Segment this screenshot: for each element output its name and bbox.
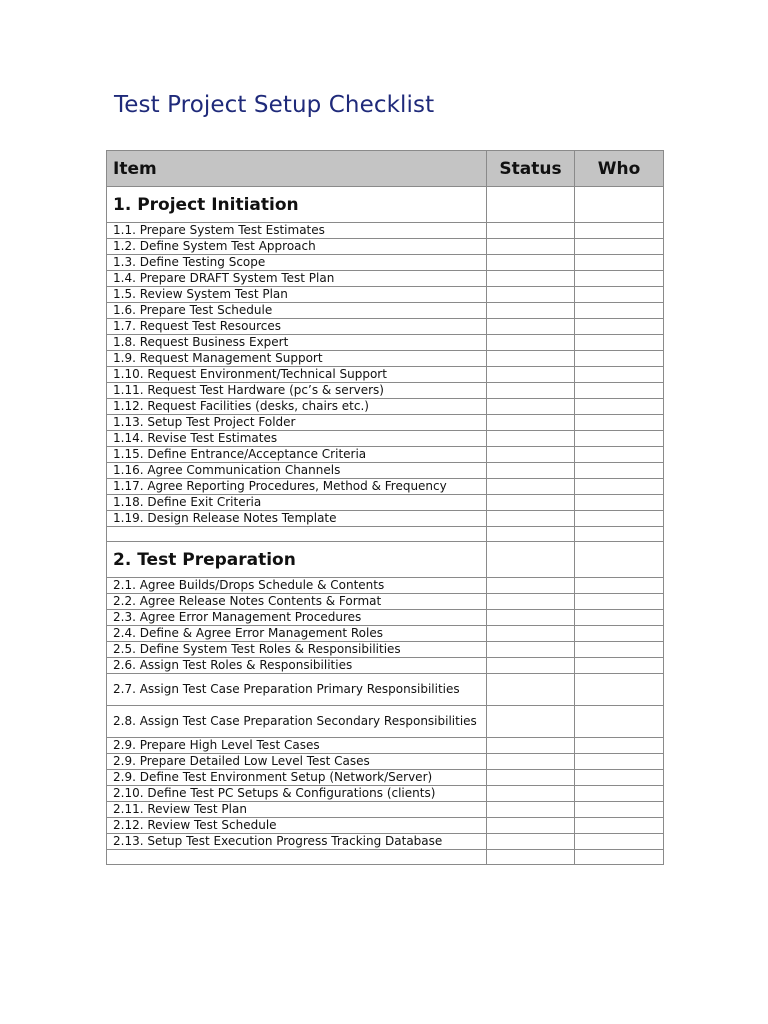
who-cell[interactable] [575, 351, 664, 367]
who-cell[interactable] [575, 770, 664, 786]
who-cell[interactable] [575, 786, 664, 802]
status-cell[interactable] [487, 770, 575, 786]
checklist-item: 2.4. Define & Agree Error Management Roles [107, 626, 487, 642]
table-row [107, 239, 664, 255]
status-cell[interactable] [487, 542, 575, 578]
status-cell[interactable] [487, 223, 575, 239]
section-heading: 1. Project Initiation [107, 187, 487, 223]
table-row [107, 594, 664, 610]
table-row [107, 463, 664, 479]
status-cell[interactable] [487, 834, 575, 850]
status-cell[interactable] [487, 255, 575, 271]
who-cell[interactable] [575, 287, 664, 303]
blank-row [107, 850, 664, 865]
checklist-item: 1.12. Request Facilities (desks, chairs etc.) [107, 399, 487, 415]
table-row [107, 287, 664, 303]
table-row [107, 335, 664, 351]
status-cell[interactable] [487, 415, 575, 431]
column-header-status: Status [487, 151, 575, 187]
table-row [107, 642, 664, 658]
status-cell[interactable] [487, 383, 575, 399]
who-cell[interactable] [575, 578, 664, 594]
table-row [107, 818, 664, 834]
status-cell[interactable] [487, 754, 575, 770]
checklist-item: 2.9. Prepare Detailed Low Level Test Cases [107, 754, 487, 770]
section-heading: 2. Test Preparation [107, 542, 487, 578]
who-cell[interactable] [575, 802, 664, 818]
status-cell[interactable] [487, 319, 575, 335]
table-row [107, 303, 664, 319]
who-cell[interactable] [575, 495, 664, 511]
who-cell[interactable] [575, 642, 664, 658]
checklist-item: 1.11. Request Test Hardware (pc’s & servers) [107, 383, 487, 399]
status-cell[interactable] [487, 447, 575, 463]
checklist-item: 2.9. Prepare High Level Test Cases [107, 738, 487, 754]
checklist-item: 2.1. Agree Builds/Drops Schedule & Contents [107, 578, 487, 594]
status-cell[interactable] [487, 578, 575, 594]
checklist-item: 1.8. Request Business Expert [107, 335, 487, 351]
table-row [107, 223, 664, 239]
table-row [107, 754, 664, 770]
table-row [107, 271, 664, 287]
table-row [107, 399, 664, 415]
checklist-table [106, 150, 664, 865]
status-cell[interactable] [487, 818, 575, 834]
who-cell[interactable] [575, 658, 664, 674]
table-row [107, 367, 664, 383]
who-cell[interactable] [575, 754, 664, 770]
status-cell[interactable] [487, 658, 575, 674]
status-cell[interactable] [487, 479, 575, 495]
status-cell[interactable] [487, 287, 575, 303]
checklist-item: 2.9. Define Test Environment Setup (Network/Server) [107, 770, 487, 786]
table-row [107, 495, 664, 511]
checklist-item: 1.9. Request Management Support [107, 351, 487, 367]
checklist-item: 2.7. Assign Test Case Preparation Primary Responsibilities [107, 674, 487, 706]
checklist-item: 1.6. Prepare Test Schedule [107, 303, 487, 319]
who-cell[interactable] [575, 626, 664, 642]
checklist-item: 1.1. Prepare System Test Estimates [107, 223, 487, 239]
checklist-item: 1.3. Define Testing Scope [107, 255, 487, 271]
status-cell[interactable] [487, 495, 575, 511]
who-cell[interactable] [575, 399, 664, 415]
checklist-item: 2.10. Define Test PC Setups & Configurations (clients) [107, 786, 487, 802]
who-cell[interactable] [575, 415, 664, 431]
checklist-item: 1.13. Setup Test Project Folder [107, 415, 487, 431]
table-row [107, 834, 664, 850]
who-cell[interactable] [575, 610, 664, 626]
status-cell[interactable] [487, 642, 575, 658]
status-cell[interactable] [487, 335, 575, 351]
checklist-item: 2.12. Review Test Schedule [107, 818, 487, 834]
status-cell[interactable] [487, 674, 575, 706]
blank-cell [107, 527, 487, 542]
who-cell[interactable] [575, 187, 664, 223]
checklist-item: 2.5. Define System Test Roles & Responsibilities [107, 642, 487, 658]
table-row [107, 770, 664, 786]
checklist-item: 1.7. Request Test Resources [107, 319, 487, 335]
checklist-item: 1.17. Agree Reporting Procedures, Method & Frequency [107, 479, 487, 495]
who-cell[interactable] [575, 383, 664, 399]
status-cell[interactable] [487, 594, 575, 610]
status-cell[interactable] [487, 399, 575, 415]
who-cell[interactable] [575, 527, 664, 542]
who-cell[interactable] [575, 706, 664, 738]
checklist-item: 2.2. Agree Release Notes Contents & Format [107, 594, 487, 610]
table-row [107, 626, 664, 642]
blank-cell [107, 850, 487, 865]
table-row [107, 738, 664, 754]
blank-row [107, 527, 664, 542]
status-cell[interactable] [487, 527, 575, 542]
status-cell[interactable] [487, 850, 575, 865]
who-cell[interactable] [575, 479, 664, 495]
status-cell[interactable] [487, 187, 575, 223]
who-cell[interactable] [575, 335, 664, 351]
who-cell[interactable] [575, 542, 664, 578]
checklist-item: 1.2. Define System Test Approach [107, 239, 487, 255]
status-cell[interactable] [487, 511, 575, 527]
table-row [107, 351, 664, 367]
table-row [107, 255, 664, 271]
who-cell[interactable] [575, 431, 664, 447]
table-row [107, 415, 664, 431]
table-row [107, 447, 664, 463]
status-cell[interactable] [487, 303, 575, 319]
who-cell[interactable] [575, 255, 664, 271]
header-row [107, 151, 664, 187]
who-cell[interactable] [575, 834, 664, 850]
who-cell[interactable] [575, 271, 664, 287]
status-cell[interactable] [487, 239, 575, 255]
checklist-item: 1.15. Define Entrance/Acceptance Criteria [107, 447, 487, 463]
checklist-item: 2.13. Setup Test Execution Progress Tracking Database [107, 834, 487, 850]
status-cell[interactable] [487, 706, 575, 738]
checklist-item: 1.5. Review System Test Plan [107, 287, 487, 303]
checklist-item: 1.18. Define Exit Criteria [107, 495, 487, 511]
who-cell[interactable] [575, 511, 664, 527]
who-cell[interactable] [575, 738, 664, 754]
status-cell[interactable] [487, 463, 575, 479]
checklist-item: 2.8. Assign Test Case Preparation Secondary Responsibilities [107, 706, 487, 738]
table-row [107, 610, 664, 626]
status-cell[interactable] [487, 610, 575, 626]
status-cell[interactable] [487, 351, 575, 367]
status-cell[interactable] [487, 271, 575, 287]
checklist-item: 1.14. Revise Test Estimates [107, 431, 487, 447]
table-row [107, 674, 664, 706]
section-heading-row [107, 542, 664, 578]
status-cell[interactable] [487, 738, 575, 754]
who-cell[interactable] [575, 463, 664, 479]
table-row [107, 431, 664, 447]
who-cell[interactable] [575, 818, 664, 834]
who-cell[interactable] [575, 367, 664, 383]
who-cell[interactable] [575, 850, 664, 865]
table-row [107, 383, 664, 399]
status-cell[interactable] [487, 367, 575, 383]
who-cell[interactable] [575, 674, 664, 706]
table-row [107, 578, 664, 594]
checklist-item: 2.3. Agree Error Management Procedures [107, 610, 487, 626]
checklist-item: 2.6. Assign Test Roles & Responsibilities [107, 658, 487, 674]
checklist-item: 2.11. Review Test Plan [107, 802, 487, 818]
column-header-who: Who [575, 151, 664, 187]
table-row [107, 658, 664, 674]
who-cell[interactable] [575, 303, 664, 319]
table-row [107, 706, 664, 738]
section-heading-row [107, 187, 664, 223]
checklist-item: 1.19. Design Release Notes Template [107, 511, 487, 527]
table-row [107, 479, 664, 495]
who-cell[interactable] [575, 594, 664, 610]
table-row [107, 319, 664, 335]
page-title: Test Project Setup Checklist [114, 92, 435, 118]
status-cell[interactable] [487, 431, 575, 447]
status-cell[interactable] [487, 802, 575, 818]
checklist-item: 1.4. Prepare DRAFT System Test Plan [107, 271, 487, 287]
table-row [107, 786, 664, 802]
who-cell[interactable] [575, 447, 664, 463]
who-cell[interactable] [575, 223, 664, 239]
status-cell[interactable] [487, 626, 575, 642]
checklist-item: 1.16. Agree Communication Channels [107, 463, 487, 479]
who-cell[interactable] [575, 319, 664, 335]
table-row [107, 802, 664, 818]
column-header-item: Item [107, 151, 487, 187]
checklist-item: 1.10. Request Environment/Technical Support [107, 367, 487, 383]
who-cell[interactable] [575, 239, 664, 255]
table-row [107, 511, 664, 527]
status-cell[interactable] [487, 786, 575, 802]
